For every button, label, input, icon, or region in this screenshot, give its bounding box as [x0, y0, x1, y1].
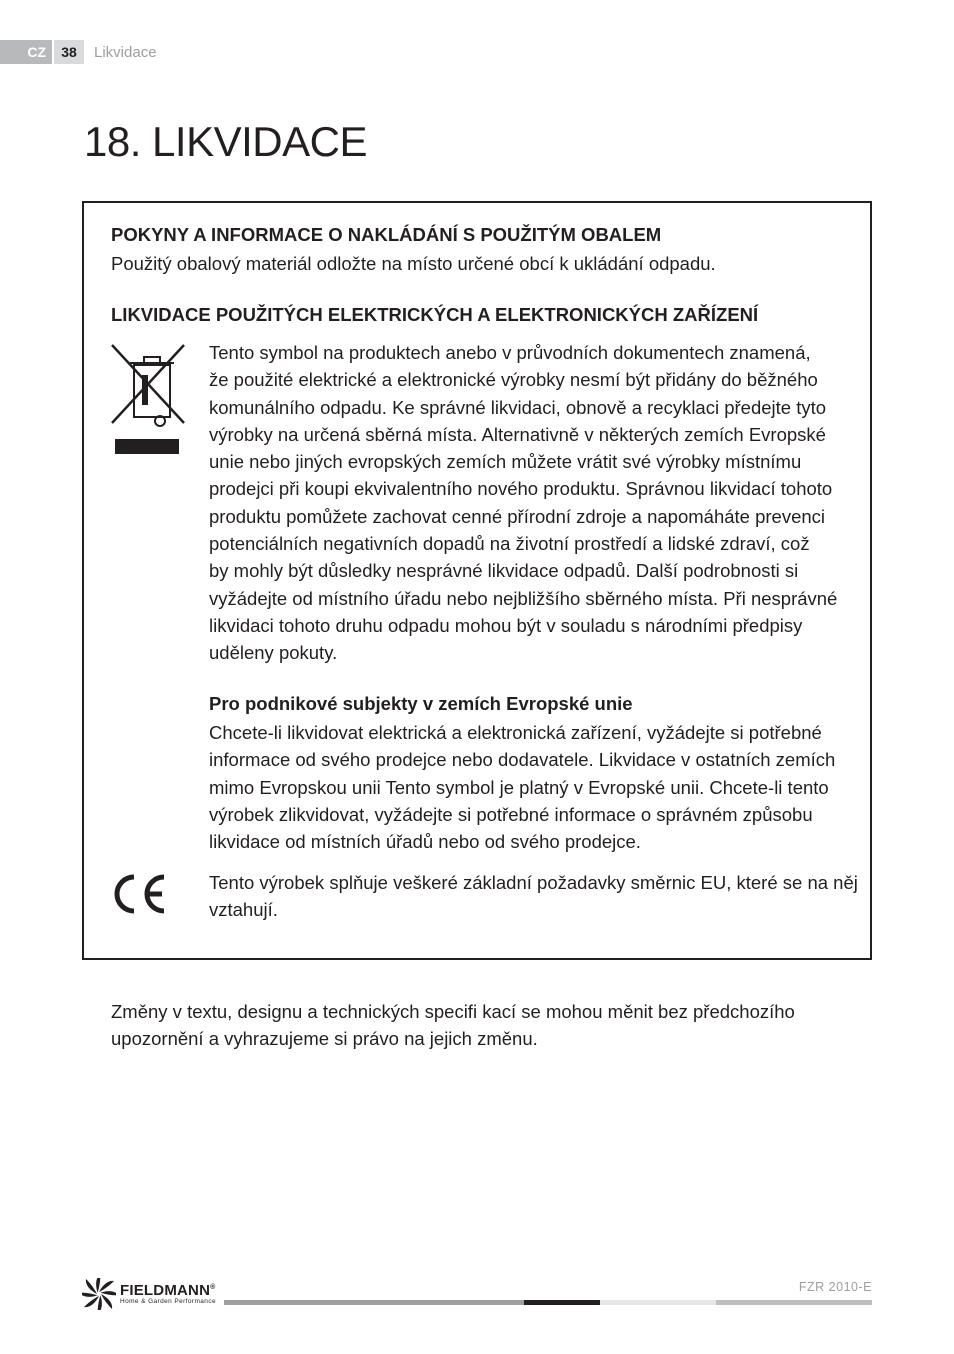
- disposal-info-box: [82, 201, 872, 960]
- fan-logo-icon: [82, 1278, 116, 1310]
- text-line: potenciálních negativních dopadů na životní prostředí a lidské zdraví, což: [209, 533, 810, 555]
- text-line: produktu pomůžete zachovat cenné přírodní zdroje a napomáháte prevenci: [209, 505, 826, 527]
- text-line: Chcete-li likvidovat elektrická a elektronická zařízení, vyžádejte si potřebné: [209, 722, 822, 743]
- business-text: [209, 719, 869, 855]
- text-line: vyžádejte od místního úřadu nebo nejbližšího sběrného místa. Při nesprávné: [209, 587, 838, 609]
- footer-bar-light: [600, 1300, 716, 1305]
- brand-text: [120, 1283, 216, 1306]
- text-line: upozornění a vyhrazujeme si právo na jejich změnu.: [111, 1028, 538, 1050]
- section-name: Likvidace: [94, 43, 157, 61]
- page-header: [0, 40, 157, 64]
- brand-logo: [82, 1278, 216, 1310]
- text-line: mimo Evropskou unii Tento symbol je platný v Evropské unii. Chcete-li tento: [209, 776, 829, 798]
- crossed-bin-icon: [110, 343, 190, 455]
- ce-text: [209, 869, 869, 924]
- weee-heading: LIKVIDACE POUŽITÝCH ELEKTRICKÝCH A ELEKTRONICKÝCH ZAŘÍZENÍ: [111, 304, 759, 325]
- text-line: by mohly být důsledky nesprávné likvidace odpadů. Další podrobnosti si: [209, 560, 799, 582]
- text-line: výrobky na určená sběrná místa. Alternativně v některých zemích Evropské: [209, 423, 826, 445]
- packaging-heading: POKYNY A INFORMACE O NAKLÁDÁNÍ S POUŽITÝM OBALEM: [111, 224, 662, 245]
- page-number: 38: [54, 40, 84, 64]
- text-line: unie nebo jiných evropských zemích můžete vrátit své výrobky místnímu: [209, 451, 802, 473]
- brand-tagline: Home & Garden Performance: [120, 1297, 216, 1305]
- text-line: informace od svého prodejce nebo dodavatele. Likvidace v ostatních zemích: [209, 749, 836, 771]
- text-line: Tento symbol na produktech anebo v průvodních dokumentech znamená,: [209, 342, 811, 363]
- weee-text: [209, 339, 869, 667]
- brand-name: [120, 1283, 216, 1298]
- text-line: výrobek zlikvidovat, vyžádejte si potřebné informace o správném způsobu: [209, 803, 813, 825]
- text-line: uděleny pokuty.: [209, 642, 338, 664]
- business-heading: Pro podnikové subjekty v zemích Evropské unie: [209, 693, 633, 714]
- footer-bar-gray: [224, 1300, 524, 1305]
- footer-bar-dark: [524, 1300, 600, 1305]
- text-line: likvidace od místních úřadů nebo od svého prodejce.: [209, 831, 641, 853]
- text-line: Změny v textu, designu a technických specifi kací se mohou měnit bez předchozího: [111, 1001, 795, 1022]
- registered-mark: ®: [210, 1283, 216, 1291]
- ce-mark-icon: [110, 871, 168, 917]
- model-number: FZR 2010-E: [798, 1280, 872, 1294]
- footer-bar-mid: [716, 1300, 872, 1305]
- packaging-text: [111, 250, 716, 277]
- text-line: likvidaci tohoto druhu odpadu mohou být v souladu s národními předpisy: [209, 614, 803, 636]
- brand-word: FIELDMANN: [120, 1281, 211, 1299]
- text-line: že použité elektrické a elektronické výrobky nesmí být přidány do běžného: [209, 369, 818, 391]
- text-line: vztahují.: [209, 899, 278, 921]
- page-title: 18. LIKVIDACE: [84, 118, 367, 165]
- language-tag: CZ: [0, 40, 52, 64]
- changes-note: [111, 998, 831, 1053]
- text-line: komunálního odpadu. Ke správné likvidaci, obnově a recyklaci předejte tyto: [209, 396, 827, 418]
- text-line: Použitý obalový materiál odložte na místo určené obcí k ukládání odpadu.: [111, 253, 716, 274]
- text-line: prodejci při koupi ekvivalentního nového produktu. Správnou likvidací tohoto: [209, 478, 833, 500]
- text-line: Tento výrobek splňuje veškeré základní požadavky směrnic EU, které se na něj: [209, 872, 858, 893]
